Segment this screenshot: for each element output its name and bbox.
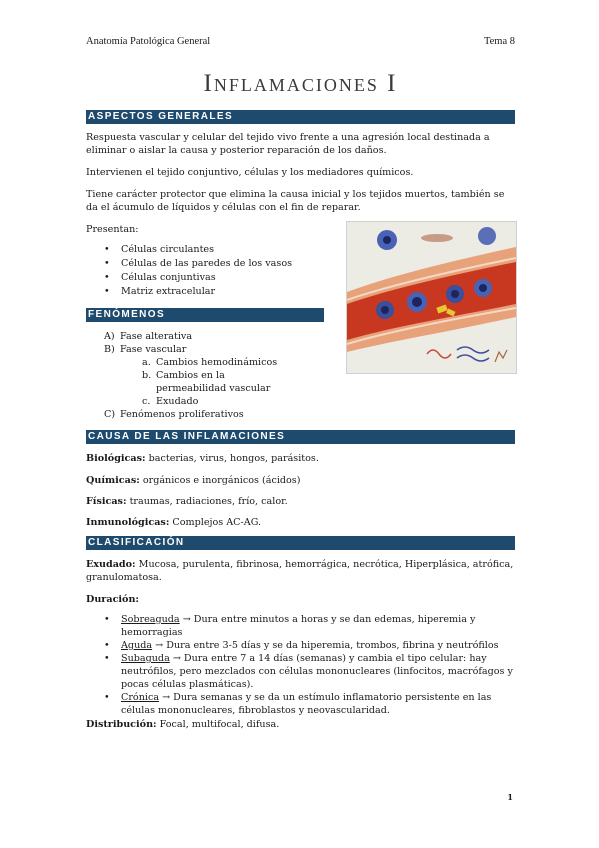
causa-fisicas: Físicas: traumas, radiaciones, frío, calor. <box>86 496 288 507</box>
aspectos-presentan: Presentan: <box>86 224 139 235</box>
aspectos-intervienen: Intervienen el tejido conjuntivo, células y los mediadores químicos. <box>86 167 414 178</box>
list-item: • Sobreaguda → Dura entre minutos a horas y se dan edemas, hiperemia y hemorragias <box>86 613 515 639</box>
list-item: • Subaguda → Dura entre 7 a 14 días (semanas) y cambia el tipo celular: hay neutrófilos, pero mezclados con células mononucleares (linfocitos, macrófagos y pocas células plasmáticas). <box>86 652 515 691</box>
header-course: Anatomía Patológica General <box>86 36 211 47</box>
list-item: • Células conjuntivas <box>86 271 336 285</box>
aspectos-caracter: Tiene carácter protector que elimina la causa inicial y los tejidos muertos, también se da el ácumulo de líquidos y células con el fin de reparar. <box>86 189 505 213</box>
page-number: 1 <box>507 792 513 802</box>
page-title: Inflamaciones I <box>203 70 398 97</box>
causa-biologicas: Biológicas: bacterias, virus, hongos, parásitos. <box>86 453 319 464</box>
page-header <box>86 36 515 50</box>
list-item: a. Cambios hemodinámicos <box>142 357 278 368</box>
duracion-list <box>86 613 515 717</box>
header-topic: Tema 8 <box>483 36 515 47</box>
list-item: A) Fase alterativa <box>104 331 193 342</box>
section-clasificacion: CLASIFICACIÓN <box>86 536 515 550</box>
presentan-list <box>86 243 336 299</box>
vessel-diagram-image <box>347 222 516 373</box>
list-item: B) Fase vascular <box>104 344 187 355</box>
causa-inmunologicas: Inmunológicas: Complejos AC-AG. <box>86 517 262 528</box>
fenomenos-list <box>104 330 344 421</box>
list-item: • Células de las paredes de los vasos <box>86 257 336 271</box>
aspectos-definition: Respuesta vascular y celular del tejido vivo frente a una agresión local destinada a eliminar o aislar la causa y posterior reparación de los daños. <box>86 132 490 156</box>
section-aspectos-generales: ASPECTOS GENERALES <box>86 110 515 124</box>
list-item: • Aguda → Dura entre 3-5 días y se da hiperemia, trombos, fibrina y neutrófilos <box>86 639 515 652</box>
section-causa: CAUSA DE LAS INFLAMACIONES <box>86 430 515 444</box>
list-item: • Células circulantes <box>86 243 336 257</box>
section-fenomenos: FENÓMENOS <box>86 308 324 322</box>
list-item: • Crónica → Dura semanas y se da un estímulo inflamatorio persistente en las células mononucleares, fibroblastos y neovascularidad. <box>86 691 515 717</box>
clasificacion-duracion-label: Duración: <box>86 594 139 605</box>
list-item: b. Cambios en la permeabilidad vascular <box>142 370 271 394</box>
clasificacion-exudado: Exudado: Mucosa, purulenta, fibrinosa, hemorrágica, necrótica, Hiperplásica, atrófica, granulomatosa. <box>86 559 514 583</box>
causa-quimicas: Químicas: orgánicos e inorgánicos (ácidos) <box>86 475 301 486</box>
list-item: c. Exudado <box>142 396 199 407</box>
clasificacion-distribucion: Distribución: Focal, multifocal, difusa. <box>86 719 280 730</box>
blood-vessel-illustration <box>346 221 517 374</box>
list-item: • Matriz extracelular <box>86 285 336 299</box>
list-item: C) Fenómenos proliferativos <box>104 409 244 420</box>
